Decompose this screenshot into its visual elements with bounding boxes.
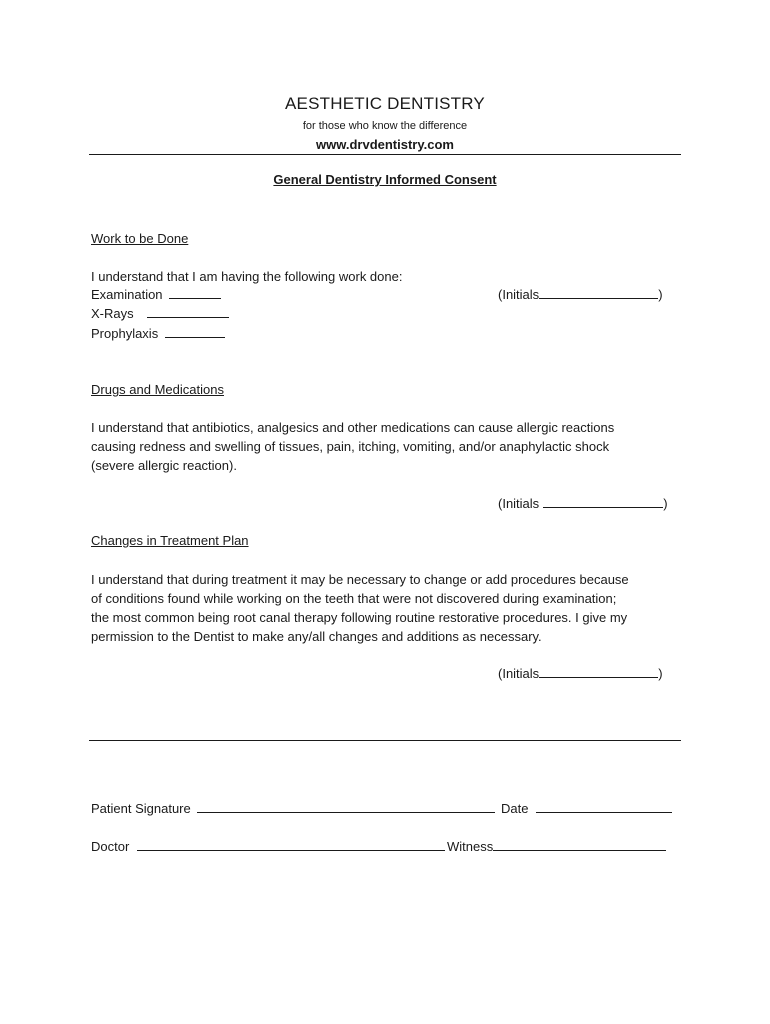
initials-close: ): [658, 666, 663, 681]
work-initials: [498, 285, 663, 304]
drugs-initials: [498, 494, 668, 513]
witness-row: [447, 837, 666, 856]
patient-signature-field[interactable]: [197, 800, 495, 813]
patient-signature-label: Patient Signature: [91, 801, 191, 816]
work-item-label: Prophylaxis: [91, 326, 159, 341]
date-label: Date: [501, 801, 529, 816]
work-intro: I understand that I am having the following work done:: [91, 269, 403, 284]
work-item-xrays: [91, 304, 229, 323]
drugs-line-2: causing redness and swelling of tissues, pain, itching, vomiting, and/or anaphylactic shock: [91, 439, 610, 454]
doctor-label: Doctor: [91, 839, 130, 854]
practice-website[interactable]: www.drvdentistry.com: [316, 137, 454, 152]
date-row: [501, 799, 672, 818]
drugs-heading: Drugs and Medications: [91, 382, 224, 397]
xrays-blank[interactable]: [147, 305, 229, 318]
witness-signature-field[interactable]: [493, 838, 666, 851]
form-title: General Dentistry Informed Consent: [273, 172, 497, 187]
work-heading: Work to be Done: [91, 231, 189, 246]
work-item-label: X-Rays: [91, 306, 134, 321]
patient-signature-row: [91, 799, 495, 818]
work-item-examination: [91, 285, 221, 304]
signature-divider: [89, 740, 681, 741]
doctor-signature-field[interactable]: [137, 838, 445, 851]
changes-initials-blank[interactable]: [539, 665, 658, 678]
changes-heading: Changes in Treatment Plan: [91, 533, 249, 548]
drugs-line-3: (severe allergic reaction).: [91, 458, 237, 473]
changes-line-2: of conditions found while working on the teeth that were not discovered during examination;: [91, 591, 617, 606]
initials-label: (Initials: [498, 666, 540, 681]
changes-line-4: permission to the Dentist to make any/all changes and additions as necessary.: [91, 629, 542, 644]
header-divider: [89, 154, 681, 155]
work-initials-blank[interactable]: [539, 286, 658, 299]
doctor-row: [91, 837, 445, 856]
drugs-initials-blank[interactable]: [543, 495, 663, 508]
initials-close: ): [663, 496, 668, 511]
work-item-label: Examination: [91, 287, 163, 302]
drugs-line-1: I understand that antibiotics, analgesics and other medications can cause allergic reactions: [91, 420, 615, 435]
changes-line-1: I understand that during treatment it may be necessary to change or add procedures because: [91, 572, 629, 587]
witness-label: Witness: [447, 839, 494, 854]
examination-blank[interactable]: [169, 286, 221, 299]
practice-tagline: for those who know the difference: [302, 120, 468, 132]
practice-title: AESTHETIC DENTISTRY: [285, 94, 485, 113]
work-item-prophylaxis: [91, 324, 225, 343]
prophylaxis-blank[interactable]: [165, 325, 225, 338]
changes-initials: [498, 664, 663, 683]
changes-line-3: the most common being root canal therapy following routine restorative procedures. I give my: [91, 610, 628, 625]
initials-label: (Initials: [498, 287, 540, 302]
initials-close: ): [658, 287, 663, 302]
date-field[interactable]: [536, 800, 672, 813]
initials-label: (Initials: [498, 496, 540, 511]
